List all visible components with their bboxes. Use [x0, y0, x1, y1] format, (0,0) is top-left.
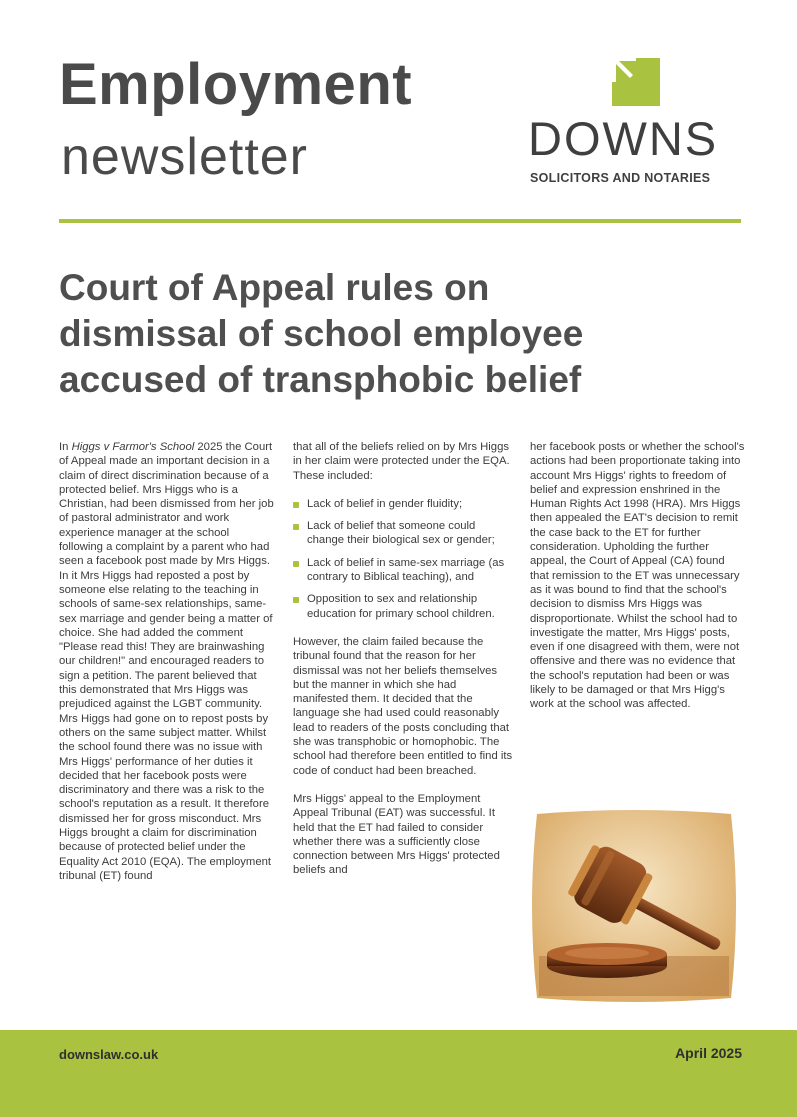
footer-date: April 2025: [675, 1045, 742, 1061]
masthead-title: Employment: [59, 52, 413, 117]
logo-tagline: SOLICITORS AND NOTARIES: [530, 171, 711, 185]
downs-logo-mark-icon: [612, 58, 660, 106]
list-item: Opposition to sex and relationship education for primary school children.: [293, 592, 513, 621]
paragraph: Mrs Higgs' appeal to the Employment Appeal Tribunal (EAT) was successful. It held that the ET had failed to consider whether there was a sufficiently close connection between Mrs Higgs' protected beliefs and: [293, 792, 500, 877]
case-name: Higgs v Farmor's School: [71, 441, 195, 453]
paragraph: that all of the beliefs relied on by Mrs Higgs in her claim were protected under the EQA. These included:: [293, 441, 510, 482]
headline-line: accused of transphobic belief: [59, 359, 582, 400]
list-item: Lack of belief in gender fluidity;: [293, 497, 513, 511]
headline-line: Court of Appeal rules on: [59, 267, 490, 308]
list-item: Lack of belief in same-sex marriage (as contrary to Biblical teaching), and: [293, 556, 513, 585]
masthead-subtitle: newsletter: [61, 128, 308, 186]
article-headline: [59, 265, 759, 403]
article-column-3: [530, 440, 745, 726]
article-column-2: [293, 440, 513, 892]
paragraph: her facebook posts or whether the school's actions had been proportionate taking into account Mrs Higgs' rights to freedom of belief and expression enshrined in the Human Rights Act 1998 (HRA). Mrs Higgs then appealed the EAT's decision to remit the case back to the ET for further consideration. Upholding the further appeal, the Court of Appeal (CA) found that remission to the ET was unnecessary as it was bound to find that the school's decision to dismiss Mrs Higgs was disproportionate. Whilst the school had to investigate the matter, Mrs Higgs' posts, even if one disagreed with them, were not offensive and there was no evidence that the school's reputation had been or was likely to be damaged or that Mrs Higg's work at the school was affected.: [530, 441, 745, 711]
beliefs-list: [293, 497, 513, 621]
headline-line: dismissal of school employee: [59, 313, 584, 354]
header-divider: [59, 219, 741, 223]
prefix-in: In: [59, 441, 72, 453]
article-column-1: [59, 440, 275, 897]
paragraph-text: 2025 the Court of Appeal made an important decision in a claim of direct discrimination because of a protected belief. Mrs Higgs who is a Christian, had been dismissed from her job of pastoral administrator and work experience manager at the school following a complaint by a parent who had seen a facebook post made by Mrs Higgs. In it Mrs Higgs had reposted a post by someone else relating to the teaching in schools of same-sex relationships, same-sex marriage and gender being a matter of choice. She had added the comment "Please read this! They are brainwashing our children!" and encouraged readers to sign a petition. The parent believed that this demonstrated that Mrs Higgs was prejudiced against the LGBT community. Mrs Higgs had gone on to repost posts by others on the same subject matter. Whilst the school found there was no issue with Mrs Higgs' performance of her duties it decided that her facebook posts were discriminatory and there was a risk to the school's reputation as a result. It therefore dismissed her for gross misconduct. Mrs Higgs brought a claim for discrimination because of protected belief under the Equality Act 2010 (EQA). The employment tribunal (ET) found: [59, 441, 274, 882]
logo-name: DOWNS: [528, 112, 719, 165]
paragraph: [59, 440, 275, 883]
paragraph: However, the claim failed because the tribunal found that the reason for her dismissal was not her beliefs themselves but the manner in which she had manifested them. It decided that the language she had used could reasonably lead to readers of the posts concluding that she was transphobic or homophobic. The school had therefore been entitled to find its code of conduct had been breached.: [293, 635, 513, 777]
gavel-illustration: [527, 806, 741, 1006]
footer-bar: [0, 1030, 797, 1117]
list-item: Lack of belief that someone could change their biological sex or gender;: [293, 519, 513, 548]
footer-website-link[interactable]: downslaw.co.uk: [59, 1047, 159, 1062]
